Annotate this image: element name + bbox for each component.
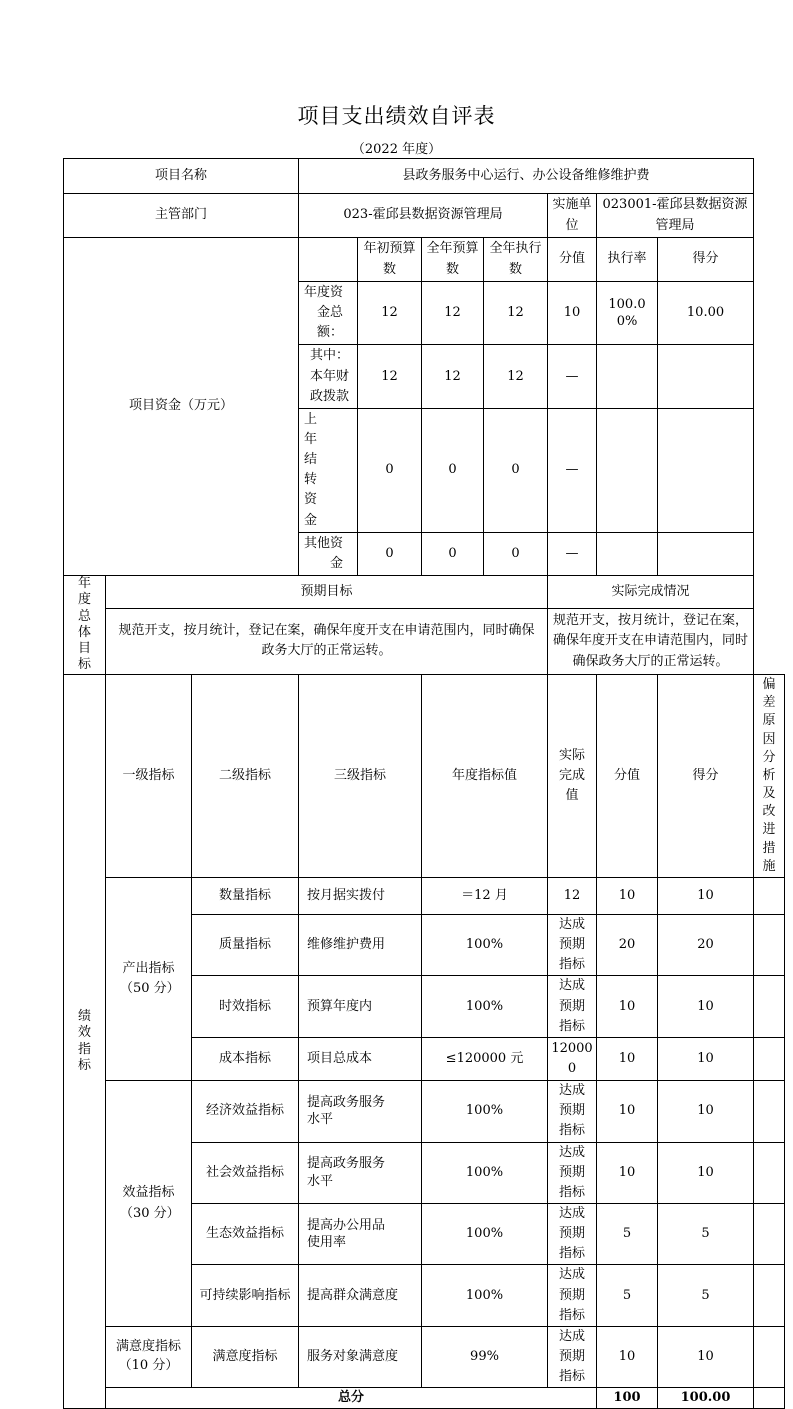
level2-indicator: 质量指标: [192, 915, 299, 976]
actual-value: 达成预期指标: [548, 976, 597, 1037]
deviation-note: [754, 1081, 785, 1142]
level3-indicator: 提高政务服务水平: [299, 1081, 422, 1142]
dept-label: 主管部门: [64, 194, 299, 238]
level2-indicator: 数量指标: [192, 878, 299, 915]
perf-header: 偏差原因分析及改进措施: [754, 674, 785, 877]
funds-annual: 12: [422, 345, 484, 408]
funds-initial: 12: [358, 282, 422, 345]
actual-goal-text: 规范开支，按月统计，登记在案，确保年度开支在申请范围内，同时确保政务大厅的正常运转。: [548, 608, 754, 674]
perf-header: 年度指标值: [422, 674, 548, 877]
level3-indicator: 提高政务服务水平: [299, 1142, 422, 1203]
page-title: 项目支出绩效自评表: [297, 104, 496, 128]
goals-header-row: [64, 575, 785, 608]
funds-header: 得分: [658, 238, 754, 282]
score-value: 5: [597, 1204, 658, 1265]
funds-header: 全年执行数: [484, 238, 548, 282]
funds-executed: 12: [484, 282, 548, 345]
expected-goal-text: 规范开支，按月统计，登记在案，确保年度开支在申请范围内，同时确保政务大厅的正常运转。: [106, 608, 548, 674]
funds-row-label: 其中：本年财政拨款: [299, 345, 358, 408]
funds-score-value: —: [548, 345, 597, 408]
score: 5: [658, 1265, 754, 1326]
target-value: 100%: [422, 1204, 548, 1265]
perf-header: 分值: [597, 674, 658, 877]
deviation-note: [754, 878, 785, 915]
perf-header: 一级指标: [106, 674, 192, 877]
funds-header: 执行率: [597, 238, 658, 282]
impl-label: 实施单位: [548, 194, 597, 238]
funds-executed: 0: [484, 408, 548, 532]
funds-row-label: 年度资金总额：: [299, 282, 358, 345]
level2-indicator: 满意度指标: [192, 1326, 299, 1387]
total-score: 100.00: [658, 1388, 754, 1409]
score: 10: [658, 1326, 754, 1387]
perf-header: 实际完成值: [548, 674, 597, 877]
target-value: ≤120000 元: [422, 1037, 548, 1080]
level1-indicator: 效益指标（30 分）: [106, 1081, 192, 1327]
target-value: 100%: [422, 1142, 548, 1203]
project-name-value: 县政务服务中心运行、办公设备维修维护费: [299, 159, 754, 194]
funds-header-blank: [299, 238, 358, 282]
actual-value: 达成预期指标: [548, 1204, 597, 1265]
funds-header-row: [64, 238, 785, 282]
level3-indicator: 提高办公用品使用率: [299, 1204, 422, 1265]
funds-score: 10.00: [658, 282, 754, 345]
impl-value: 023001-霍邱县数据资源管理局: [597, 194, 754, 238]
funds-label: 项目资金（万元）: [64, 238, 299, 576]
total-row: [64, 1388, 785, 1409]
actual-value: 12: [548, 878, 597, 915]
score: 20: [658, 915, 754, 976]
funds-initial: 0: [358, 408, 422, 532]
score-value: 10: [597, 1037, 658, 1080]
level3-indicator: 提高群众满意度: [299, 1265, 422, 1326]
funds-score-value: 10: [548, 282, 597, 345]
deviation-note: [754, 1265, 785, 1326]
level1-indicator: 满意度指标（10 分）: [106, 1326, 192, 1387]
year-label: （2022 年度）: [351, 142, 442, 157]
total-value: 100: [597, 1388, 658, 1409]
actual-value: 达成预期指标: [548, 1326, 597, 1387]
score: 10: [658, 878, 754, 915]
total-note: [754, 1388, 785, 1409]
perf-label: 绩效指标: [64, 674, 106, 1408]
funds-score-value: —: [548, 532, 597, 575]
score-value: 10: [597, 1081, 658, 1142]
score: 5: [658, 1204, 754, 1265]
department-row: [64, 194, 785, 238]
target-value: 100%: [422, 1265, 548, 1326]
actual-value: 达成预期指标: [548, 1265, 597, 1326]
expected-goal-label: 预期目标: [106, 575, 548, 608]
level2-indicator: 成本指标: [192, 1037, 299, 1080]
perf-header: 二级指标: [192, 674, 299, 877]
level3-indicator: 服务对象满意度: [299, 1326, 422, 1387]
score: 10: [658, 1037, 754, 1080]
level3-indicator: 预算年度内: [299, 976, 422, 1037]
funds-initial: 0: [358, 532, 422, 575]
perf-row: [64, 1081, 785, 1142]
funds-score: [658, 532, 754, 575]
score-value: 10: [597, 1326, 658, 1387]
target-value: 100%: [422, 976, 548, 1037]
funds-header: 全年预算数: [422, 238, 484, 282]
perf-header-row: [64, 674, 785, 877]
funds-executed: 0: [484, 532, 548, 575]
funds-score: [658, 345, 754, 408]
level1-indicator: 产出指标（50 分）: [106, 878, 192, 1081]
goals-label: 年度总体目标: [64, 575, 106, 674]
funds-rate: [597, 532, 658, 575]
funds-executed: 12: [484, 345, 548, 408]
funds-initial: 12: [358, 345, 422, 408]
funds-header: 分值: [548, 238, 597, 282]
funds-score-value: —: [548, 408, 597, 532]
level2-indicator: 时效指标: [192, 976, 299, 1037]
project-name-row: [64, 159, 785, 194]
target-value: 100%: [422, 1081, 548, 1142]
target-value: 99%: [422, 1326, 548, 1387]
deviation-note: [754, 1326, 785, 1387]
deviation-note: [754, 915, 785, 976]
perf-header: 得分: [658, 674, 754, 877]
target-value: ＝12 月: [422, 878, 548, 915]
actual-value: 达成预期指标: [548, 1142, 597, 1203]
deviation-note: [754, 976, 785, 1037]
actual-value: 120000: [548, 1037, 597, 1080]
funds-annual: 0: [422, 532, 484, 575]
actual-value: 达成预期指标: [548, 915, 597, 976]
level2-indicator: 社会效益指标: [192, 1142, 299, 1203]
project-name-label: 项目名称: [64, 159, 299, 194]
score: 10: [658, 1081, 754, 1142]
funds-annual: 0: [422, 408, 484, 532]
level2-indicator: 生态效益指标: [192, 1204, 299, 1265]
actual-value: 达成预期指标: [548, 1081, 597, 1142]
level3-indicator: 维修维护费用: [299, 915, 422, 976]
dept-value: 023-霍邱县数据资源管理局: [299, 194, 548, 238]
funds-score: [658, 408, 754, 532]
level3-indicator: 项目总成本: [299, 1037, 422, 1080]
deviation-note: [754, 1204, 785, 1265]
perf-row: [64, 1326, 785, 1387]
target-value: 100%: [422, 915, 548, 976]
funds-rate: 100.00%: [597, 282, 658, 345]
perf-row: [64, 878, 785, 915]
funds-rate: [597, 408, 658, 532]
level2-indicator: 可持续影响指标: [192, 1265, 299, 1326]
evaluation-table: [63, 158, 785, 1409]
score-value: 10: [597, 976, 658, 1037]
deviation-note: [754, 1037, 785, 1080]
funds-annual: 12: [422, 282, 484, 345]
score-value: 5: [597, 1265, 658, 1326]
score-value: 10: [597, 1142, 658, 1203]
actual-goal-label: 实际完成情况: [548, 575, 754, 608]
level3-indicator: 按月据实拨付: [299, 878, 422, 915]
perf-header: 三级指标: [299, 674, 422, 877]
funds-row-label: 其他资金: [299, 532, 358, 575]
score: 10: [658, 976, 754, 1037]
score: 10: [658, 1142, 754, 1203]
funds-header: 年初预算数: [358, 238, 422, 282]
score-value: 10: [597, 878, 658, 915]
total-label: 总分: [106, 1388, 597, 1409]
funds-row-label: 上年结转资金: [299, 408, 358, 532]
level2-indicator: 经济效益指标: [192, 1081, 299, 1142]
funds-rate: [597, 345, 658, 408]
goals-content-row: [64, 608, 785, 674]
score-value: 20: [597, 915, 658, 976]
deviation-note: [754, 1142, 785, 1203]
